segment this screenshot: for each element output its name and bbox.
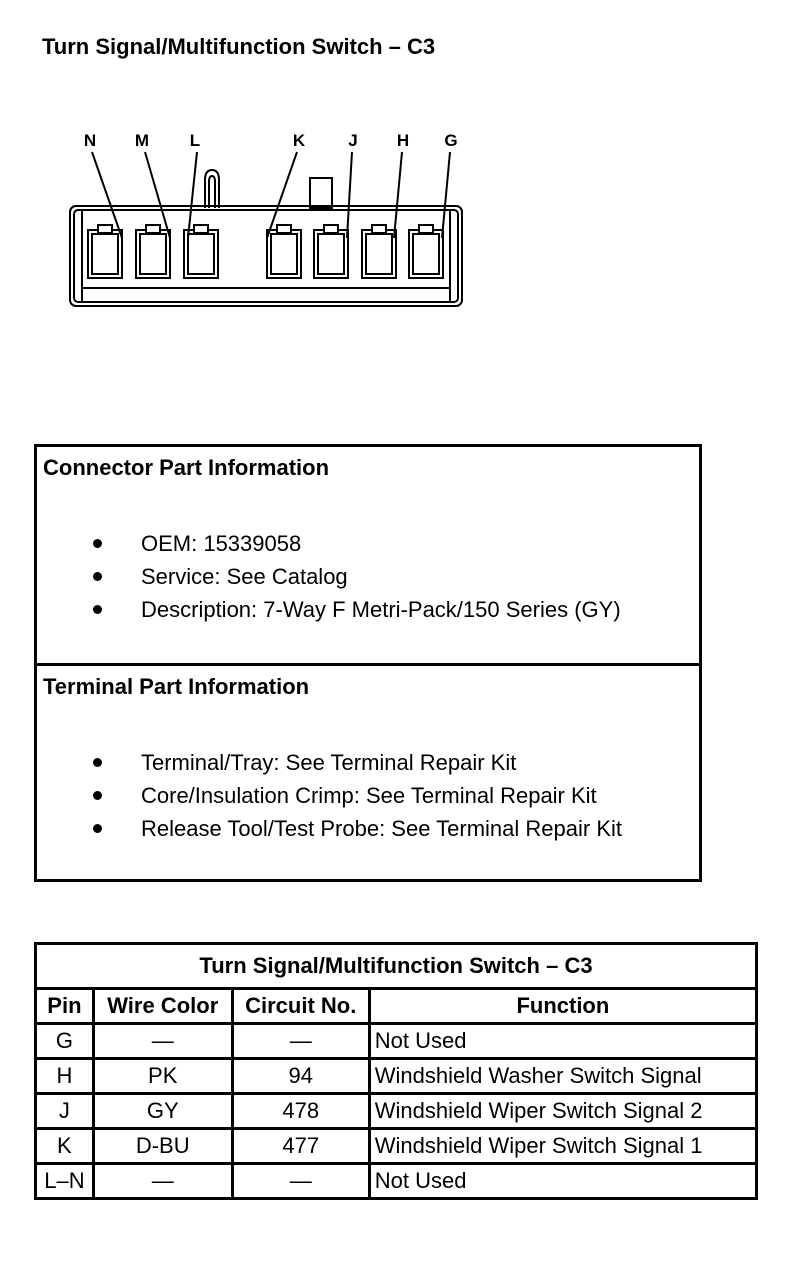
pin-label-j: J — [348, 131, 358, 150]
header-function: Function — [369, 989, 756, 1024]
cell-function: Windshield Wiper Switch Signal 2 — [369, 1094, 756, 1129]
bullet-icon — [93, 791, 102, 800]
cell-pin: J — [36, 1094, 94, 1129]
pin-cavity-g — [409, 225, 443, 278]
table-caption: Turn Signal/Multifunction Switch – C3 — [36, 944, 757, 989]
cell-wire-color: — — [93, 1024, 232, 1059]
connector-description: Description: 7-Way F Metri-Pack/150 Series (GY) — [141, 597, 621, 622]
cell-circuit-no: 478 — [232, 1094, 369, 1129]
bullet-icon — [93, 605, 102, 614]
header-pin: Pin — [36, 989, 94, 1024]
cell-function: Windshield Wiper Switch Signal 1 — [369, 1129, 756, 1164]
pin-cavity-m — [136, 225, 170, 278]
cell-function: Not Used — [369, 1164, 756, 1199]
connector-info-list — [37, 527, 621, 626]
terminal-info-title: Terminal Part Information — [43, 674, 310, 699]
connector-part-information — [37, 447, 699, 666]
cell-function: Windshield Washer Switch Signal — [369, 1059, 756, 1094]
polarizing-key — [310, 178, 332, 208]
connector-face-drawing — [60, 122, 480, 322]
terminal-crimp: Core/Insulation Crimp: See Terminal Repair Kit — [141, 783, 597, 808]
pin-cavity-j — [314, 225, 348, 278]
cell-pin: K — [36, 1129, 94, 1164]
part-information-box — [34, 444, 702, 882]
table-row — [36, 1129, 757, 1164]
cell-circuit-no: — — [232, 1024, 369, 1059]
cell-pin: H — [36, 1059, 94, 1094]
table-header-row — [36, 989, 757, 1024]
bullet-icon — [93, 539, 102, 548]
list-item — [37, 527, 621, 560]
lock-tab — [205, 170, 219, 208]
page-title: Turn Signal/Multifunction Switch – C3 — [42, 34, 436, 59]
pin-cavity-k — [267, 225, 301, 278]
pin-cavity-h — [362, 225, 396, 278]
bullet-icon — [93, 824, 102, 833]
pin-label-h: H — [396, 131, 410, 150]
list-item — [37, 560, 621, 593]
cell-pin: L–N — [36, 1164, 94, 1199]
connector-oem: OEM: 15339058 — [141, 531, 302, 556]
table-row — [36, 1059, 757, 1094]
pin-function-table — [34, 942, 758, 1200]
cell-circuit-no: — — [232, 1164, 369, 1199]
pin-label-n: N — [83, 131, 97, 150]
cell-pin: G — [36, 1024, 94, 1059]
list-item — [37, 746, 622, 779]
connector-info-title: Connector Part Information — [43, 455, 330, 480]
pin-cavity-n — [88, 225, 122, 278]
header-wire-color: Wire Color — [93, 989, 232, 1024]
cell-circuit-no: 94 — [232, 1059, 369, 1094]
table-row — [36, 1024, 757, 1059]
table-row — [36, 1094, 757, 1129]
table-row — [36, 1164, 757, 1199]
cell-wire-color: GY — [93, 1094, 232, 1129]
terminal-info-list — [37, 746, 622, 845]
list-item — [37, 779, 622, 812]
header-circuit-no: Circuit No. — [232, 989, 369, 1024]
terminal-tray: Terminal/Tray: See Terminal Repair Kit — [141, 750, 517, 775]
cell-wire-color: PK — [93, 1059, 232, 1094]
list-item — [37, 812, 622, 845]
terminal-release-tool: Release Tool/Test Probe: See Terminal Repair Kit — [141, 816, 622, 841]
pin-label-k: K — [292, 131, 306, 150]
terminal-part-information — [37, 666, 699, 879]
cell-function: Not Used — [369, 1024, 756, 1059]
pin-label-m: M — [134, 131, 150, 150]
connector-diagram — [60, 122, 480, 322]
cell-wire-color: D-BU — [93, 1129, 232, 1164]
list-item — [37, 593, 621, 626]
cell-circuit-no: 477 — [232, 1129, 369, 1164]
connector-service: Service: See Catalog — [141, 564, 348, 589]
pin-label-l: L — [189, 131, 201, 150]
pin-label-g: G — [444, 131, 458, 150]
bullet-icon — [93, 758, 102, 767]
bullet-icon — [93, 572, 102, 581]
cell-wire-color: — — [93, 1164, 232, 1199]
